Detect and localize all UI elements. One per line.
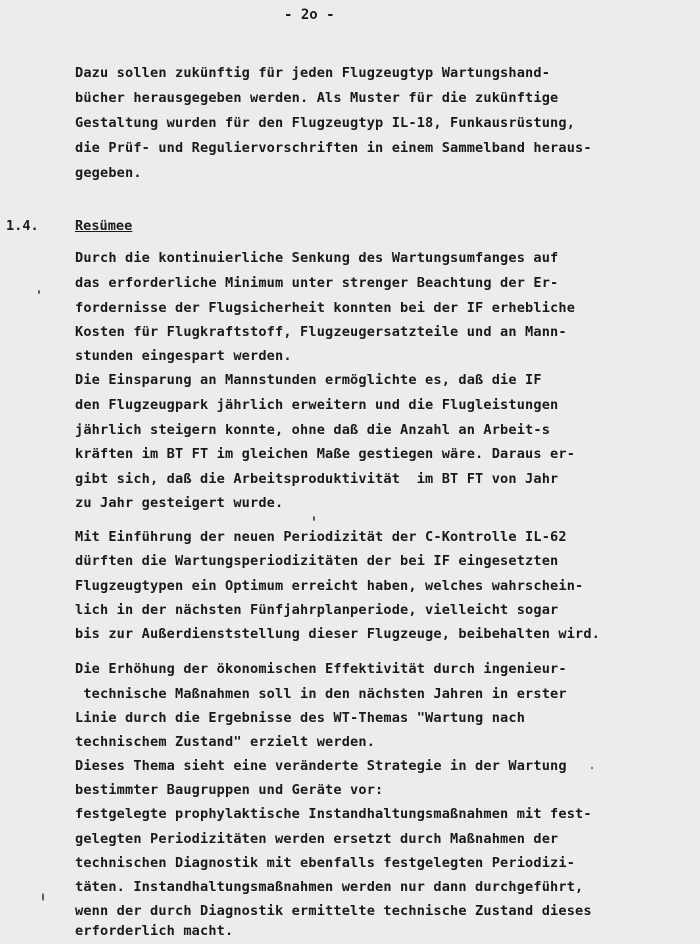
text-line: Dieses Thema sieht eine veränderte Strategie in der Wartung: [75, 758, 567, 774]
text-line: festgelegte prophylaktische Instandhaltungsmaßnahmen mit fest-: [75, 806, 592, 822]
text-line: fordernisse der Flugsicherheit konnten bei der IF erhebliche: [75, 300, 576, 316]
text-line: erforderlich macht.: [75, 923, 234, 939]
text-line: Kosten für Flugkraftstoff, Flugzeugersatzteile und an Mann-: [75, 324, 567, 340]
text-line: Gestaltung wurden für den Flugzeugtyp IL-18, Funkausrüstung,: [75, 115, 576, 131]
text-line: zu Jahr gesteigert wurde.: [75, 495, 284, 511]
text-line: technische Maßnahmen soll in den nächsten Jahren in erster: [75, 686, 567, 702]
text-line: wenn der durch Diagnostik ermittelte technische Zustand dieses: [75, 903, 592, 919]
text-line: Flugzeugtypen ein Optimum erreicht haben, welches wahrschein-: [75, 578, 584, 594]
text-line: Die Erhöhung der ökonomischen Effektivität durch ingenieur-: [75, 661, 567, 677]
text-line: bis zur Außerdienststellung dieser Flugzeuge, beibehalten wird.: [75, 626, 601, 642]
text-line: stunden eingespart werden.: [75, 348, 292, 364]
text-line: täten. Instandhaltungsmaßnahmen werden nur dann durchgeführt,: [75, 879, 584, 895]
scan-speck: [313, 516, 315, 521]
page-number: - 2o -: [284, 7, 335, 23]
text-line: das erforderliche Minimum unter strenger Beachtung der Er-: [75, 275, 559, 291]
text-line: bücher herausgegeben werden. Als Muster für die zukünftige: [75, 90, 559, 106]
text-line: kräften im BT FT im gleichen Maße gestiegen wäre. Daraus er-: [75, 446, 576, 462]
section-heading: Resümee: [75, 218, 133, 234]
text-line: Linie durch die Ergebnisse des WT-Themas "Wartung nach: [75, 710, 526, 726]
text-line: lich in der nächsten Fünfjahrplanperiode, vielleicht sogar: [75, 602, 559, 618]
text-line: technischen Diagnostik mit ebenfalls festgelegten Periodizi-: [75, 855, 576, 871]
text-line: gegeben.: [75, 165, 142, 181]
text-line: gelegten Periodizitäten werden ersetzt durch Maßnahmen der: [75, 831, 559, 847]
text-line: dürften die Wartungsperiodizitäten der bei IF eingesetzten: [75, 553, 559, 569]
scan-speck: [38, 290, 40, 294]
text-line: Mit Einführung der neuen Periodizität der C-Kontrolle IL-62: [75, 529, 567, 545]
text-line: Dazu sollen zukünftig für jeden Flugzeugtyp Wartungshand-: [75, 65, 551, 81]
text-line: den Flugzeugpark jährlich erweitern und die Flugleistungen: [75, 397, 559, 413]
scan-speck: [591, 767, 593, 769]
text-line: Durch die kontinuierliche Senkung des Wartungsumfanges auf: [75, 250, 559, 266]
text-line: die Prüf- und Reguliervorschriften in einem Sammelband heraus-: [75, 140, 592, 156]
scan-speck: [42, 893, 44, 901]
text-line: Die Einsparung an Mannstunden ermöglichte es, daß die IF: [75, 372, 542, 388]
text-line: gibt sich, daß die Arbeitsproduktivität im BT FT von Jahr: [75, 471, 559, 487]
text-line: jährlich steigern konnte, ohne daß die Anzahl an Arbeit-s: [75, 422, 551, 438]
section-number: 1.4.: [6, 218, 39, 234]
text-line: technischem Zustand" erzielt werden.: [75, 734, 376, 750]
text-line: bestimmter Baugruppen und Geräte vor:: [75, 782, 384, 798]
